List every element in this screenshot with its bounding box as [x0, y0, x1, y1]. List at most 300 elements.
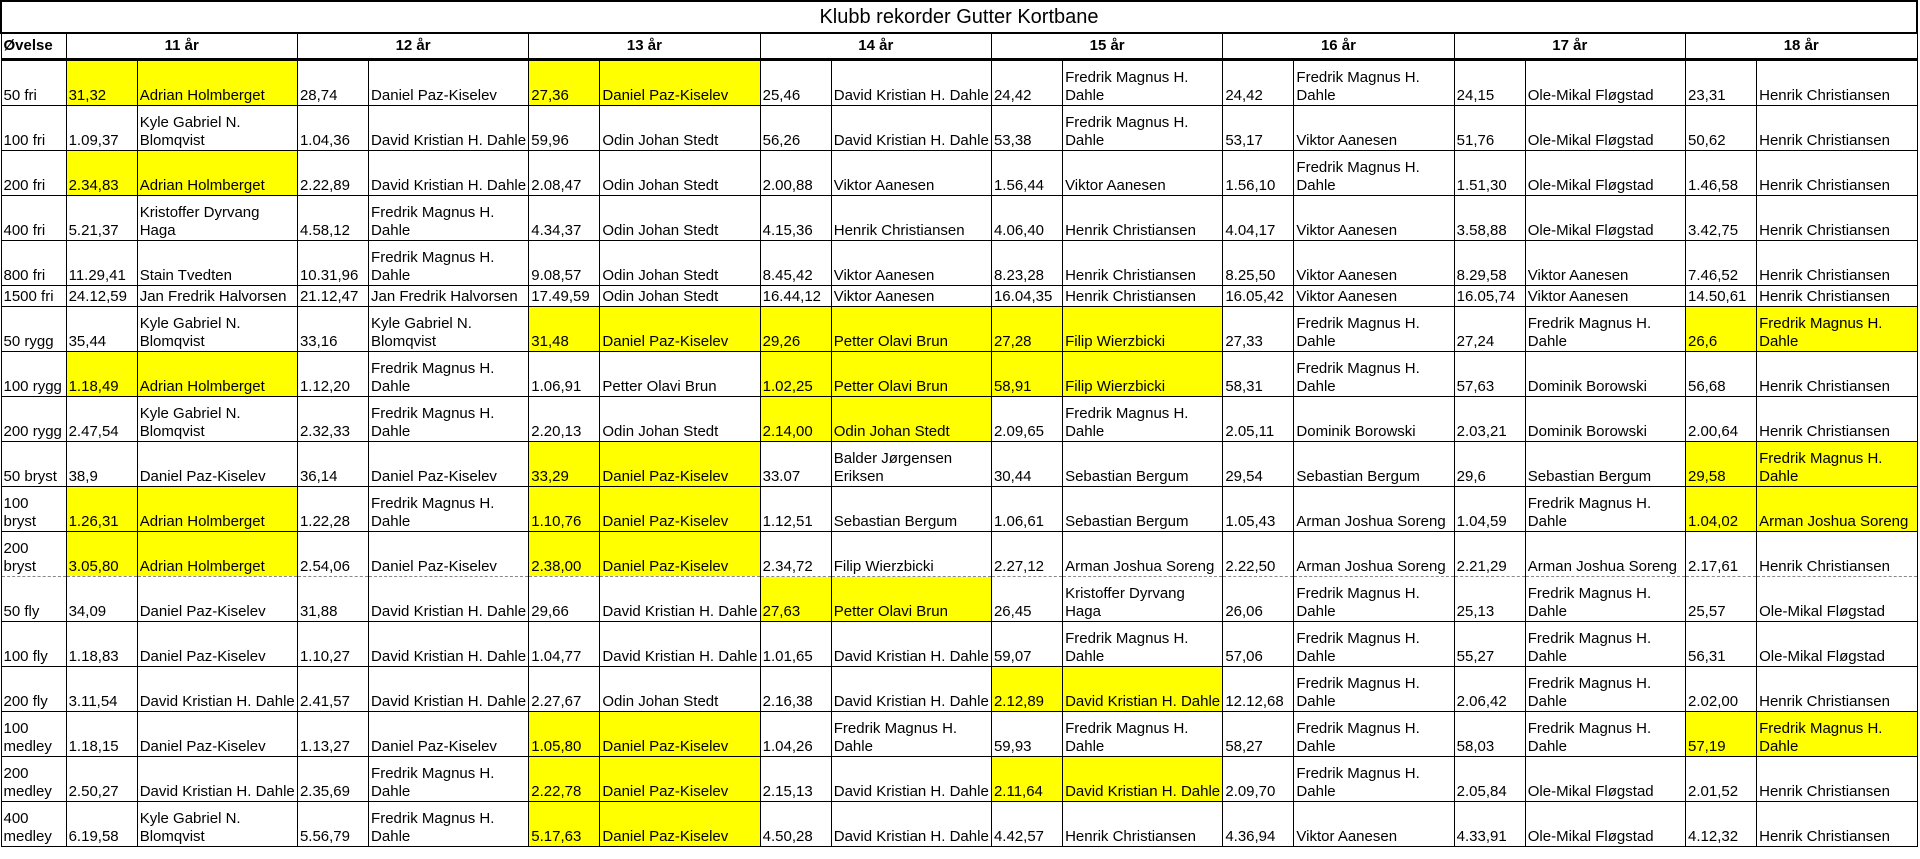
record-time: 3.42,75	[1686, 196, 1757, 241]
table-row	[1, 196, 1917, 241]
record-holder: Filip Wierzbicki	[1063, 307, 1223, 352]
record-holder: Adrian Holmberget	[137, 352, 297, 397]
event-label: 100 medley	[1, 712, 66, 757]
record-time: 2.03,21	[1454, 397, 1525, 442]
record-holder: Filip Wierzbicki	[1063, 352, 1223, 397]
record-time: 31,88	[297, 577, 368, 622]
record-holder: Adrian Holmberget	[137, 532, 297, 577]
event-label: 50 fly	[1, 577, 66, 622]
record-holder: Stain Tvedten	[137, 241, 297, 286]
record-holder: Odin Johan Stedt	[600, 241, 760, 286]
record-holder: Dominik Borowski	[1294, 397, 1454, 442]
record-time: 2.47,54	[66, 397, 137, 442]
record-time: 2.35,69	[297, 757, 368, 802]
record-holder: Petter Olavi Brun	[600, 352, 760, 397]
record-time: 2.11,64	[991, 757, 1062, 802]
record-holder: Henrik Christiansen	[1757, 352, 1917, 397]
table-row	[1, 241, 1917, 286]
record-holder: Sebastian Bergum	[1525, 442, 1685, 487]
event-label: 400 medley	[1, 802, 66, 847]
record-holder: Fredrik Magnus H. Dahle	[1525, 622, 1685, 667]
record-holder: Fredrik Magnus H. Dahle	[369, 802, 529, 847]
record-holder: Viktor Aanesen	[1525, 286, 1685, 307]
record-holder: Kyle Gabriel N. Blomqvist	[137, 802, 297, 847]
record-holder: Fredrik Magnus H. Dahle	[1294, 60, 1454, 106]
record-holder: Adrian Holmberget	[137, 487, 297, 532]
record-time: 57,63	[1454, 352, 1525, 397]
record-time: 38,9	[66, 442, 137, 487]
record-time: 58,03	[1454, 712, 1525, 757]
event-label: 100 rygg	[1, 352, 66, 397]
record-holder: Daniel Paz-Kiselev	[600, 487, 760, 532]
record-time: 59,07	[991, 622, 1062, 667]
record-holder: Viktor Aanesen	[1525, 241, 1685, 286]
record-holder: Sebastian Bergum	[1063, 487, 1223, 532]
record-time: 33.07	[760, 442, 831, 487]
record-holder: Henrik Christiansen	[831, 196, 991, 241]
record-time: 8.25,50	[1223, 241, 1294, 286]
record-holder: Daniel Paz-Kiselev	[369, 60, 529, 106]
record-holder: Fredrik Magnus H. Dahle	[1525, 712, 1685, 757]
record-holder: Daniel Paz-Kiselev	[369, 712, 529, 757]
record-time: 1.10,76	[529, 487, 600, 532]
record-time: 26,45	[991, 577, 1062, 622]
record-time: 2.54,06	[297, 532, 368, 577]
record-holder: Fredrik Magnus H. Dahle	[369, 241, 529, 286]
record-holder: Viktor Aanesen	[831, 151, 991, 196]
record-time: 2.34,83	[66, 151, 137, 196]
record-holder: Henrik Christiansen	[1757, 106, 1917, 151]
record-holder: Fredrik Magnus H. Dahle	[1525, 487, 1685, 532]
record-time: 29,26	[760, 307, 831, 352]
record-time: 23,31	[1686, 60, 1757, 106]
record-holder: Kristoffer Dyrvang Haga	[1063, 577, 1223, 622]
record-holder: Fredrik Magnus H. Dahle	[1525, 577, 1685, 622]
record-time: 53,38	[991, 106, 1062, 151]
record-time: 58,27	[1223, 712, 1294, 757]
event-label: 200 medley	[1, 757, 66, 802]
header-age: 15 år	[991, 33, 1222, 60]
record-holder: Fredrik Magnus H. Dahle	[369, 196, 529, 241]
record-holder: Daniel Paz-Kiselev	[369, 532, 529, 577]
record-time: 25,57	[1686, 577, 1757, 622]
record-holder: Fredrik Magnus H. Dahle	[1757, 307, 1917, 352]
record-holder: Fredrik Magnus H. Dahle	[369, 487, 529, 532]
record-holder: Odin Johan Stedt	[600, 106, 760, 151]
table-row	[1, 712, 1917, 757]
record-holder: Daniel Paz-Kiselev	[600, 442, 760, 487]
record-time: 26,6	[1686, 307, 1757, 352]
table-row	[1, 802, 1917, 847]
record-time: 1.22,28	[297, 487, 368, 532]
record-time: 26,06	[1223, 577, 1294, 622]
record-holder: Fredrik Magnus H. Dahle	[369, 397, 529, 442]
header-age: 12 år	[297, 33, 528, 60]
record-time: 12.12,68	[1223, 667, 1294, 712]
record-time: 3.11,54	[66, 667, 137, 712]
record-time: 2.00,88	[760, 151, 831, 196]
record-time: 1.05,43	[1223, 487, 1294, 532]
record-time: 2.22,78	[529, 757, 600, 802]
record-holder: Daniel Paz-Kiselev	[600, 532, 760, 577]
record-holder: David Kristian H. Dahle	[831, 106, 991, 151]
record-time: 9.08,57	[529, 241, 600, 286]
record-time: 31,32	[66, 60, 137, 106]
record-time: 8.29,58	[1454, 241, 1525, 286]
record-time: 53,17	[1223, 106, 1294, 151]
record-holder: Fredrik Magnus H. Dahle	[1294, 151, 1454, 196]
record-time: 59,93	[991, 712, 1062, 757]
table-row	[1, 60, 1917, 106]
record-holder: Fredrik Magnus H. Dahle	[1063, 106, 1223, 151]
record-holder: David Kristian H. Dahle	[137, 667, 297, 712]
record-time: 56,26	[760, 106, 831, 151]
record-holder: Fredrik Magnus H. Dahle	[831, 712, 991, 757]
record-holder: Ole-Mikal Fløgstad	[1525, 196, 1685, 241]
record-holder: Viktor Aanesen	[1294, 241, 1454, 286]
record-holder: Kyle Gabriel N. Blomqvist	[369, 307, 529, 352]
table-row	[1, 352, 1917, 397]
record-time: 1.46,58	[1686, 151, 1757, 196]
record-holder: Sebastian Bergum	[1063, 442, 1223, 487]
record-time: 1.18,83	[66, 622, 137, 667]
event-label: 200 fly	[1, 667, 66, 712]
record-holder: Ole-Mikal Fløgstad	[1525, 106, 1685, 151]
header-age: 18 år	[1686, 33, 1918, 60]
record-time: 1.04,59	[1454, 487, 1525, 532]
record-time: 27,28	[991, 307, 1062, 352]
record-time: 50,62	[1686, 106, 1757, 151]
record-holder: Arman Joshua Soreng	[1294, 532, 1454, 577]
record-holder: Henrik Christiansen	[1757, 60, 1917, 106]
header-age: 16 år	[1223, 33, 1454, 60]
record-time: 5.17,63	[529, 802, 600, 847]
record-time: 24,15	[1454, 60, 1525, 106]
record-time: 57,19	[1686, 712, 1757, 757]
record-time: 2.32,33	[297, 397, 368, 442]
record-time: 1.18,15	[66, 712, 137, 757]
record-time: 2.22,89	[297, 151, 368, 196]
record-time: 4.04,17	[1223, 196, 1294, 241]
record-holder: Arman Joshua Soreng	[1294, 487, 1454, 532]
record-time: 29,58	[1686, 442, 1757, 487]
record-time: 27,63	[760, 577, 831, 622]
record-holder: Filip Wierzbicki	[831, 532, 991, 577]
record-time: 2.14,00	[760, 397, 831, 442]
record-holder: Fredrik Magnus H. Dahle	[369, 352, 529, 397]
record-time: 3.58,88	[1454, 196, 1525, 241]
record-holder: David Kristian H. Dahle	[600, 622, 760, 667]
record-time: 16.05,42	[1223, 286, 1294, 307]
record-holder: Balder Jørgensen Eriksen	[831, 442, 991, 487]
record-holder: Sebastian Bergum	[831, 487, 991, 532]
record-holder: Odin Johan Stedt	[600, 151, 760, 196]
record-time: 1.02,25	[760, 352, 831, 397]
record-holder: Viktor Aanesen	[831, 286, 991, 307]
record-time: 1.04,26	[760, 712, 831, 757]
record-time: 5.56,79	[297, 802, 368, 847]
record-time: 1.26,31	[66, 487, 137, 532]
record-holder: Daniel Paz-Kiselev	[600, 307, 760, 352]
record-holder: Viktor Aanesen	[831, 241, 991, 286]
record-time: 2.17,61	[1686, 532, 1757, 577]
record-holder: Ole-Mikal Fløgstad	[1525, 60, 1685, 106]
table-row	[1, 286, 1917, 307]
record-holder: David Kristian H. Dahle	[369, 151, 529, 196]
record-time: 28,74	[297, 60, 368, 106]
record-time: 8.45,42	[760, 241, 831, 286]
record-holder: Daniel Paz-Kiselev	[137, 577, 297, 622]
record-holder: Daniel Paz-Kiselev	[137, 442, 297, 487]
record-holder: Odin Johan Stedt	[600, 286, 760, 307]
record-holder: Sebastian Bergum	[1294, 442, 1454, 487]
record-time: 24,42	[991, 60, 1062, 106]
record-time: 4.58,12	[297, 196, 368, 241]
record-time: 1.56,44	[991, 151, 1062, 196]
record-holder: Fredrik Magnus H. Dahle	[1063, 60, 1223, 106]
record-time: 4.06,40	[991, 196, 1062, 241]
record-time: 6.19,58	[66, 802, 137, 847]
header-age: 14 år	[760, 33, 991, 60]
record-holder: Viktor Aanesen	[1294, 802, 1454, 847]
record-holder: Henrik Christiansen	[1757, 196, 1917, 241]
record-time: 2.09,65	[991, 397, 1062, 442]
record-holder: Jan Fredrik Halvorsen	[369, 286, 529, 307]
record-holder: Henrik Christiansen	[1757, 532, 1917, 577]
record-time: 10.31,96	[297, 241, 368, 286]
record-holder: Fredrik Magnus H. Dahle	[1294, 307, 1454, 352]
record-time: 1.06,91	[529, 352, 600, 397]
record-holder: David Kristian H. Dahle	[1063, 757, 1223, 802]
table-row	[1, 667, 1917, 712]
record-time: 36,14	[297, 442, 368, 487]
record-holder: Kyle Gabriel N. Blomqvist	[137, 397, 297, 442]
record-holder: Odin Johan Stedt	[600, 397, 760, 442]
table-row	[1, 622, 1917, 667]
record-time: 1.10,27	[297, 622, 368, 667]
record-time: 34,09	[66, 577, 137, 622]
record-holder: Ole-Mikal Fløgstad	[1757, 577, 1917, 622]
record-holder: Henrik Christiansen	[1757, 667, 1917, 712]
record-time: 24.12,59	[66, 286, 137, 307]
record-time: 16.05,74	[1454, 286, 1525, 307]
record-time: 2.02,00	[1686, 667, 1757, 712]
record-time: 2.27,12	[991, 532, 1062, 577]
record-holder: Henrik Christiansen	[1757, 757, 1917, 802]
event-label: 50 rygg	[1, 307, 66, 352]
record-time: 2.21,29	[1454, 532, 1525, 577]
record-time: 1.04,77	[529, 622, 600, 667]
record-holder: Daniel Paz-Kiselev	[600, 712, 760, 757]
record-holder: Adrian Holmberget	[137, 60, 297, 106]
record-time: 2.22,50	[1223, 532, 1294, 577]
record-holder: Henrik Christiansen	[1757, 241, 1917, 286]
record-time: 57,06	[1223, 622, 1294, 667]
record-time: 2.06,42	[1454, 667, 1525, 712]
record-holder: David Kristian H. Dahle	[831, 802, 991, 847]
record-holder: Daniel Paz-Kiselev	[600, 757, 760, 802]
record-time: 2.27,67	[529, 667, 600, 712]
record-time: 2.41,57	[297, 667, 368, 712]
record-time: 2.05,11	[1223, 397, 1294, 442]
record-holder: Viktor Aanesen	[1294, 196, 1454, 241]
record-holder: Arman Joshua Soreng	[1757, 487, 1917, 532]
event-label: 100 fly	[1, 622, 66, 667]
record-time: 1.04,02	[1686, 487, 1757, 532]
record-holder: David Kristian H. Dahle	[369, 667, 529, 712]
event-label: 100 fri	[1, 106, 66, 151]
record-time: 25,46	[760, 60, 831, 106]
table-row	[1, 487, 1917, 532]
table-row	[1, 106, 1917, 151]
record-holder: Fredrik Magnus H. Dahle	[1063, 397, 1223, 442]
event-label: 800 fri	[1, 241, 66, 286]
record-time: 2.50,27	[66, 757, 137, 802]
sheet-title: Klubb rekorder Gutter Kortbane	[1, 1, 1917, 33]
record-holder: Adrian Holmberget	[137, 151, 297, 196]
record-holder: Henrik Christiansen	[1063, 802, 1223, 847]
record-holder: David Kristian H. Dahle	[369, 577, 529, 622]
record-time: 14.50,61	[1686, 286, 1757, 307]
record-time: 2.05,84	[1454, 757, 1525, 802]
record-time: 1.04,36	[297, 106, 368, 151]
event-label: 200 fri	[1, 151, 66, 196]
header-row	[1, 33, 1917, 60]
record-time: 2.34,72	[760, 532, 831, 577]
header-age: 13 år	[529, 33, 760, 60]
record-time: 31,48	[529, 307, 600, 352]
record-holder: Kyle Gabriel N. Blomqvist	[137, 307, 297, 352]
record-time: 11.29,41	[66, 241, 137, 286]
table-row	[1, 577, 1917, 622]
event-label: 200 rygg	[1, 397, 66, 442]
record-time: 1.13,27	[297, 712, 368, 757]
record-time: 1.56,10	[1223, 151, 1294, 196]
event-label: 200 bryst	[1, 532, 66, 577]
record-time: 5.21,37	[66, 196, 137, 241]
record-time: 4.15,36	[760, 196, 831, 241]
record-time: 4.36,94	[1223, 802, 1294, 847]
record-time: 8.23,28	[991, 241, 1062, 286]
record-holder: Fredrik Magnus H. Dahle	[1294, 667, 1454, 712]
record-holder: Viktor Aanesen	[1294, 286, 1454, 307]
record-time: 1.06,61	[991, 487, 1062, 532]
table-row	[1, 307, 1917, 352]
record-time: 1.12,51	[760, 487, 831, 532]
record-holder: Fredrik Magnus H. Dahle	[1294, 352, 1454, 397]
header-event: Øvelse	[1, 33, 66, 60]
record-time: 16.04,35	[991, 286, 1062, 307]
record-holder: Dominik Borowski	[1525, 397, 1685, 442]
record-time: 1.05,80	[529, 712, 600, 757]
record-holder: Arman Joshua Soreng	[1063, 532, 1223, 577]
table-row	[1, 532, 1917, 577]
record-holder: Petter Olavi Brun	[831, 352, 991, 397]
record-time: 17.49,59	[529, 286, 600, 307]
record-time: 4.33,91	[1454, 802, 1525, 847]
event-label: 50 bryst	[1, 442, 66, 487]
record-time: 7.46,52	[1686, 241, 1757, 286]
record-holder: Jan Fredrik Halvorsen	[137, 286, 297, 307]
record-holder: Daniel Paz-Kiselev	[137, 712, 297, 757]
record-holder: David Kristian H. Dahle	[831, 622, 991, 667]
record-time: 4.50,28	[760, 802, 831, 847]
record-holder: Fredrik Magnus H. Dahle	[1757, 712, 1917, 757]
record-holder: David Kristian H. Dahle	[831, 757, 991, 802]
record-time: 2.20,13	[529, 397, 600, 442]
header-age: 17 år	[1454, 33, 1685, 60]
table-row	[1, 442, 1917, 487]
record-time: 27,24	[1454, 307, 1525, 352]
record-holder: Odin Johan Stedt	[600, 196, 760, 241]
record-holder: Kyle Gabriel N. Blomqvist	[137, 106, 297, 151]
record-holder: David Kristian H. Dahle	[831, 60, 991, 106]
record-time: 25,13	[1454, 577, 1525, 622]
record-holder: Viktor Aanesen	[1063, 151, 1223, 196]
record-holder: Arman Joshua Soreng	[1525, 532, 1685, 577]
record-time: 4.42,57	[991, 802, 1062, 847]
record-holder: Fredrik Magnus H. Dahle	[1063, 712, 1223, 757]
record-time: 58,91	[991, 352, 1062, 397]
record-time: 58,31	[1223, 352, 1294, 397]
header-age: 11 år	[66, 33, 297, 60]
record-holder: Henrik Christiansen	[1063, 286, 1223, 307]
record-holder: Henrik Christiansen	[1757, 397, 1917, 442]
record-holder: Henrik Christiansen	[1063, 196, 1223, 241]
record-time: 2.12,89	[991, 667, 1062, 712]
table-row	[1, 757, 1917, 802]
record-time: 24,42	[1223, 60, 1294, 106]
record-holder: Henrik Christiansen	[1757, 286, 1917, 307]
title-row	[1, 1, 1917, 33]
record-time: 1.51,30	[1454, 151, 1525, 196]
record-time: 4.12,32	[1686, 802, 1757, 847]
record-holder: Henrik Christiansen	[1063, 241, 1223, 286]
record-holder: David Kristian H. Dahle	[600, 577, 760, 622]
record-holder: Fredrik Magnus H. Dahle	[1294, 712, 1454, 757]
record-holder: Fredrik Magnus H. Dahle	[1525, 307, 1685, 352]
event-label: 50 fri	[1, 60, 66, 106]
record-holder: David Kristian H. Dahle	[1063, 667, 1223, 712]
record-time: 2.16,38	[760, 667, 831, 712]
record-holder: Ole-Mikal Fløgstad	[1525, 757, 1685, 802]
record-holder: Fredrik Magnus H. Dahle	[1294, 577, 1454, 622]
table-row	[1, 151, 1917, 196]
table-row	[1, 397, 1917, 442]
record-holder: Daniel Paz-Kiselev	[369, 442, 529, 487]
record-holder: David Kristian H. Dahle	[137, 757, 297, 802]
record-holder: Ole-Mikal Fløgstad	[1525, 802, 1685, 847]
record-time: 55,27	[1454, 622, 1525, 667]
record-time: 29,66	[529, 577, 600, 622]
record-time: 1.18,49	[66, 352, 137, 397]
event-label: 100 bryst	[1, 487, 66, 532]
record-time: 2.00,64	[1686, 397, 1757, 442]
record-time: 2.38,00	[529, 532, 600, 577]
record-time: 1.09,37	[66, 106, 137, 151]
record-holder: Fredrik Magnus H. Dahle	[1294, 757, 1454, 802]
record-time: 27,33	[1223, 307, 1294, 352]
record-time: 27,36	[529, 60, 600, 106]
record-time: 16.44,12	[760, 286, 831, 307]
record-time: 21.12,47	[297, 286, 368, 307]
record-holder: Fredrik Magnus H. Dahle	[1525, 667, 1685, 712]
record-time: 59,96	[529, 106, 600, 151]
record-time: 51,76	[1454, 106, 1525, 151]
record-time: 35,44	[66, 307, 137, 352]
record-holder: Petter Olavi Brun	[831, 577, 991, 622]
record-time: 2.09,70	[1223, 757, 1294, 802]
